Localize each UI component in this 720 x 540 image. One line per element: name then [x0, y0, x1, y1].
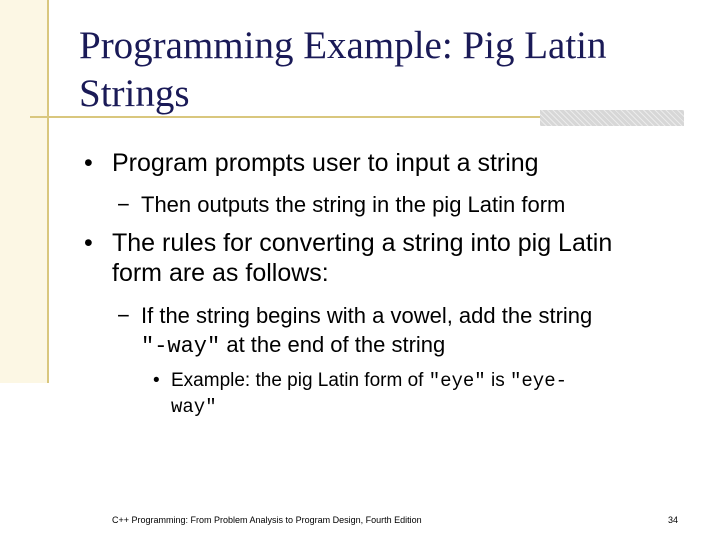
- example-middle: is: [485, 370, 510, 391]
- bullet-1-sub-1-text: Then outputs the string in the pig Latin form: [141, 192, 566, 217]
- title-underline: [30, 116, 540, 118]
- slide-title: [79, 22, 699, 118]
- code-eye-way-1: "eye-: [509, 370, 567, 392]
- code-eye: "eye": [428, 370, 486, 392]
- bullet-2-line-1: The rules for converting a string into pig Latin: [112, 229, 613, 257]
- bullet-2-line-2: form are as follows:: [112, 259, 329, 287]
- bullet-mark: •: [84, 149, 93, 177]
- left-decor-bar: [0, 0, 49, 383]
- bullet-2-sub-1-text: [141, 301, 592, 361]
- page-number: 34: [667, 515, 678, 525]
- footer-text: C++ Programming: From Problem Analysis to Program Design, Fourth Edition: [112, 515, 422, 525]
- bullet-mark: •: [84, 229, 93, 257]
- dash-mark: −: [117, 192, 130, 217]
- bullet-1-text: Program prompts user to input a string: [112, 149, 539, 177]
- sub-line-2-rest: at the end of the string: [220, 332, 446, 357]
- example-prefix: Example: the pig Latin form of: [171, 370, 429, 391]
- sub-line-1: If the string begins with a vowel, add the string: [141, 303, 593, 328]
- title-underline-box: [540, 110, 684, 126]
- title-line-1: Programming Example: Pig Latin: [79, 24, 607, 67]
- example-text: [171, 368, 567, 420]
- title-line-2: Strings: [79, 72, 190, 115]
- code-way: "-way": [141, 334, 221, 359]
- bullet-mark-small: •: [153, 370, 160, 391]
- dash-mark: −: [117, 303, 130, 328]
- code-eye-way-2: way": [171, 396, 217, 418]
- bullet-2-text: [112, 228, 612, 288]
